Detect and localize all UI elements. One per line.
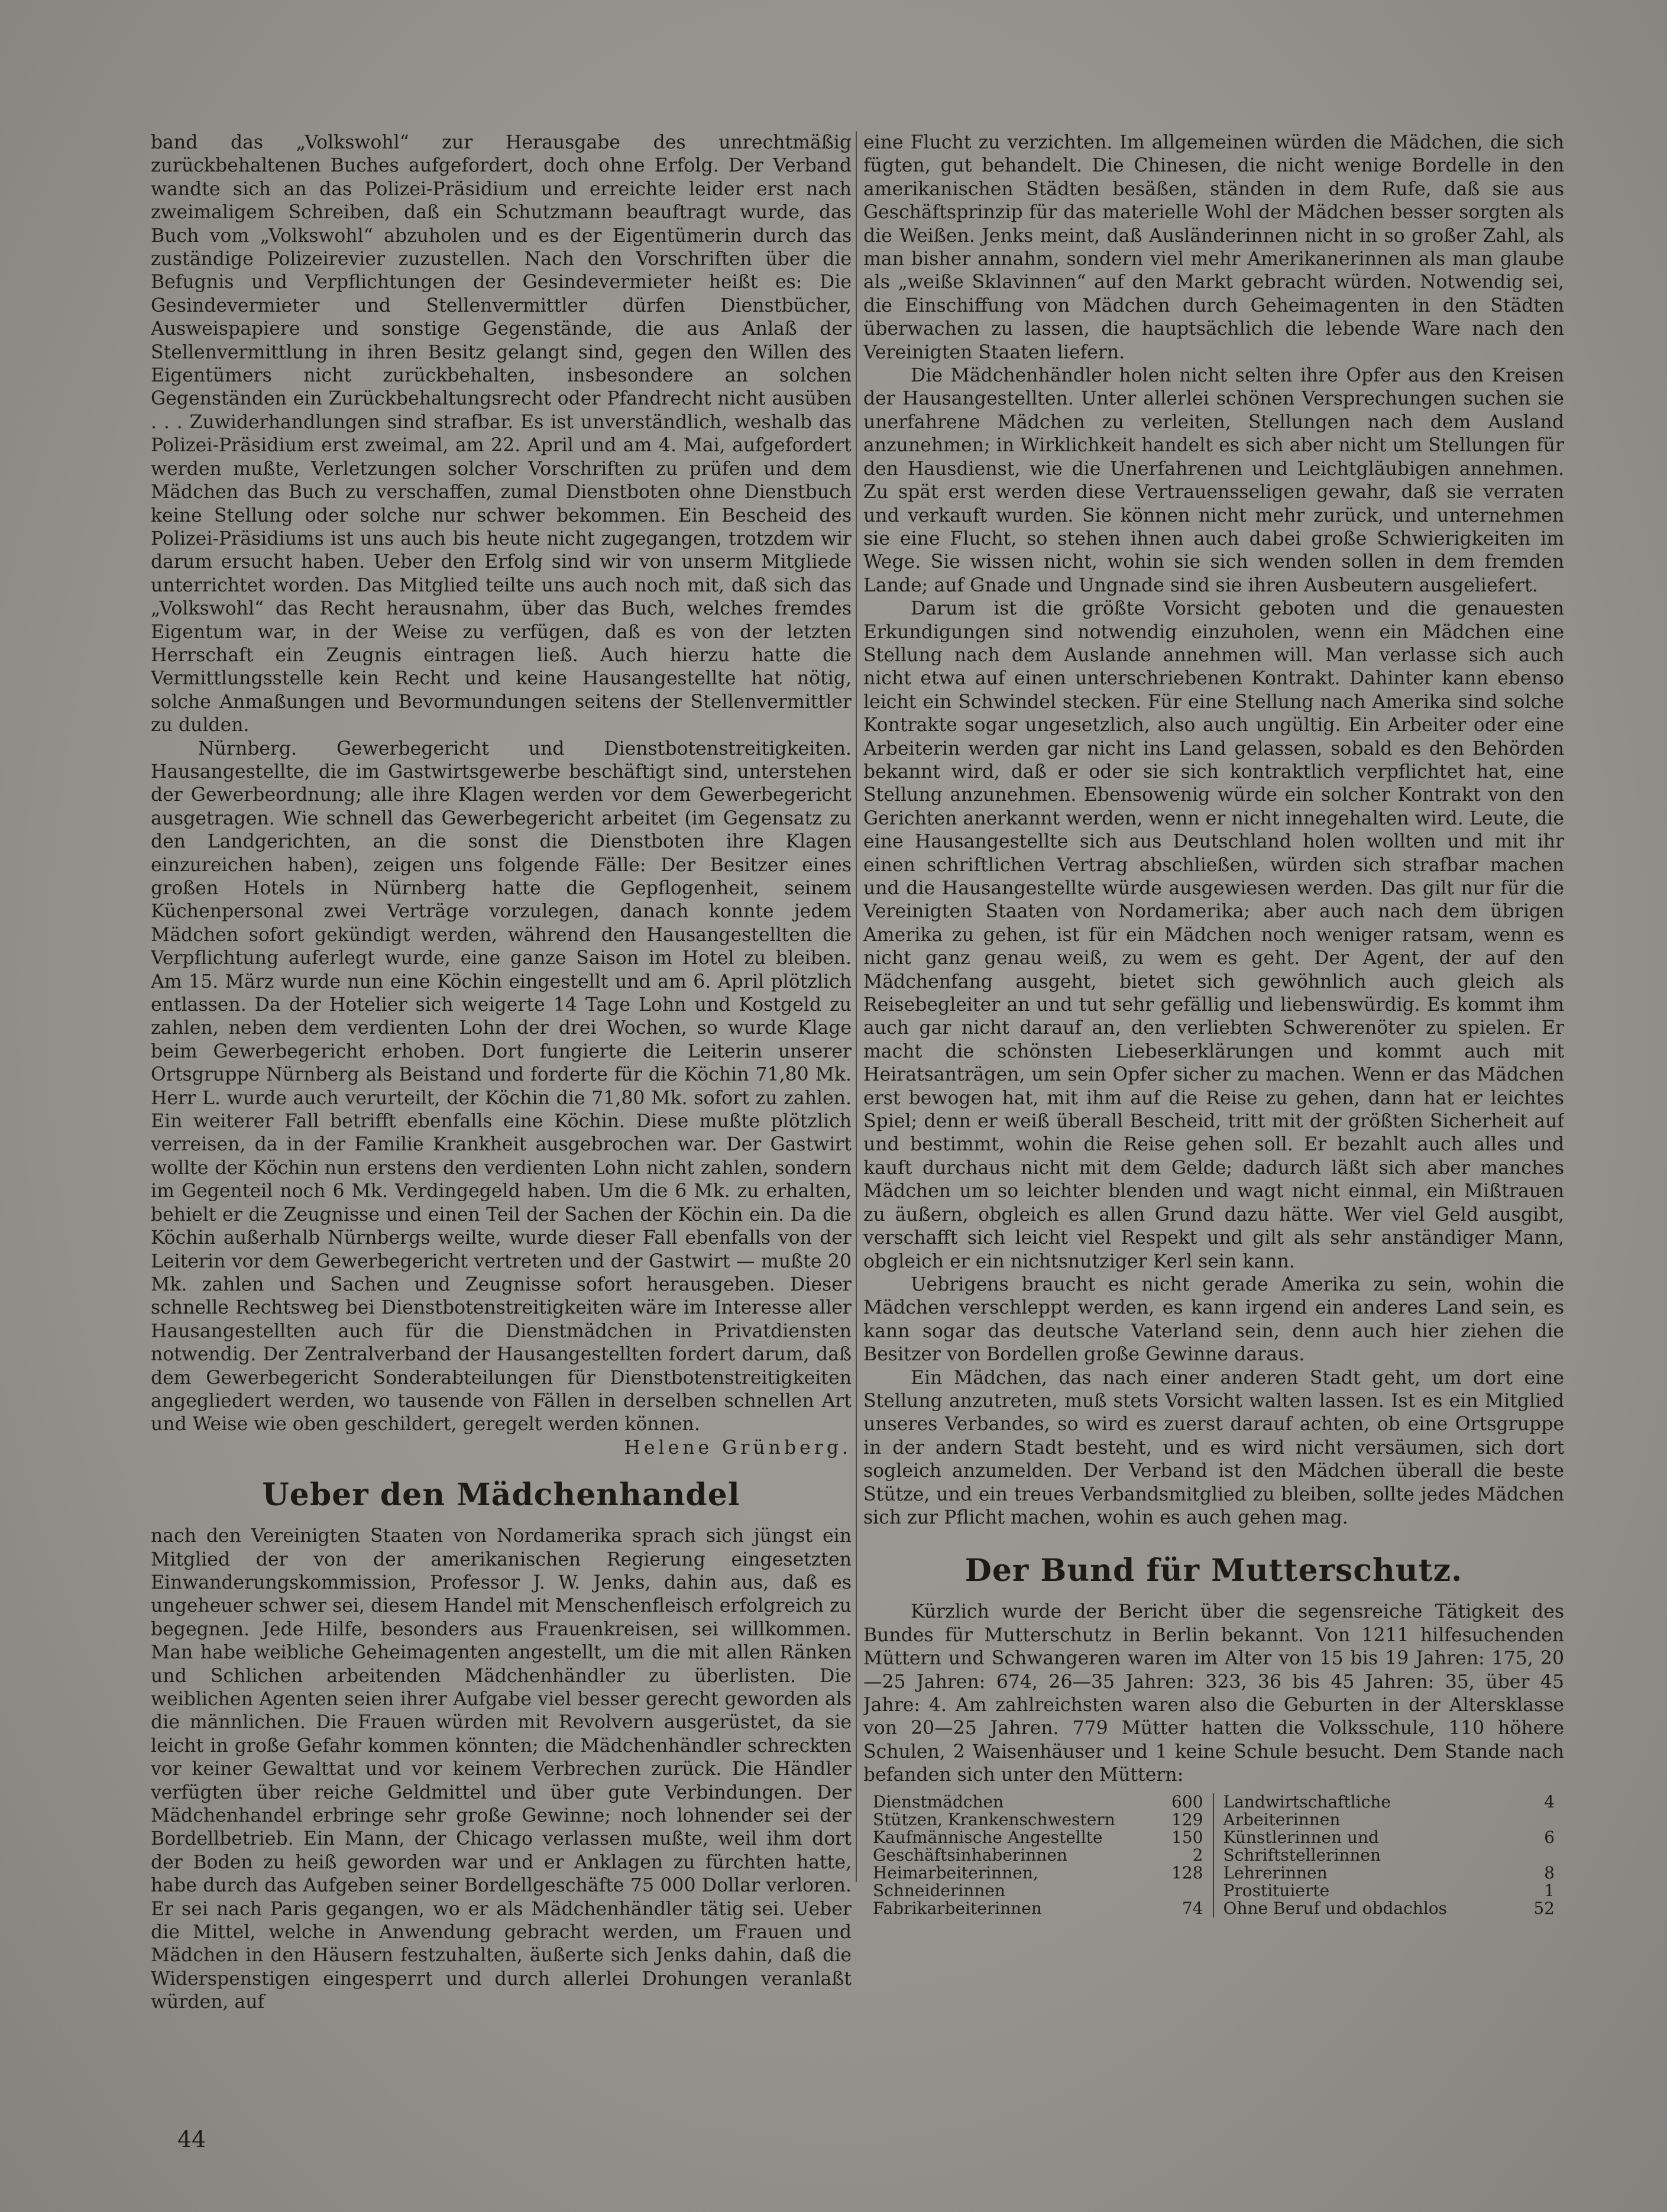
statistics-table — [863, 1793, 1564, 1917]
article-paragraph: band das „Volkswohl“ zur Herausgabe des unrechtmäßig zurückbehaltenen Buches aufgefordert, doch ohne Erfolg. Der Verband wandte sich an das Polizei-Präsidium und erreichte leider erst nach zweimaligem Schreiben, daß ein Schutzmann beauftragt wurde, das Buch vom „Volkswohl“ abzuholen und es der Eigentümerin durch das zuständige Polizeirevier zuzustellen. Nach den Vorschriften über die Befugnis und Verpflichtungen der Gesindevermieter heißt es: Die Gesindevermieter und Stellenvermittler dürfen Dienstbücher, Ausweispapiere und sonstige Gegenstände, die aus Anlaß der Stellenvermittlung in ihren Besitz gelangt sind, gegen den Willen des Eigentümers nicht zurückbehalten, insbesondere an solchen Gegenständen ein Zurückbehaltungsrecht oder Pfandrecht nicht ausüben . . . Zuwiderhandlungen sind strafbar. Es ist unverständlich, weshalb das Polizei-Präsidium erst zweimal, am 22. April und am 4. Mai, aufgefordert werden mußte, Verletzungen solcher Vorschriften zu prüfen und dem Mädchen das Buch zu verschaffen, zumal Dienstboten ohne Dienstbuch keine Stellung oder solche nur schwer bekommen. Ein Bescheid des Polizei-Präsidiums ist uns auch bis heute nicht zugegangen, trotzdem wir darum ersucht haben. Ueber den Erfolg sind wir von unserm Mitgliede unterrichtet worden. Das Mitglied teilte uns auch noch mit, daß sich das „Volkswohl“ das Recht herausnahm, über das Buch, welches fremdes Eigentum war, in der Weise zu verfügen, daß es von der letzten Herrschaft ein Zeugnis eintragen ließ. Auch hierzu hatte die Vermittlungsstelle kein Recht und keine Hausangestellte hat nötig, solche Anmaßungen und Bevormundungen seitens der Stellenvermittler zu dulden. — [151, 132, 852, 736]
article-paragraph: Ein Mädchen, das nach einer anderen Stadt geht, um dort eine Stellung anzutreten, muß stets Vorsicht walten lassen. Ist es ein Mitglied unseres Verbandes, so wird es zuerst darauf achten, ob eine Ortsgruppe in der andern Stadt besteht, und es wird nicht versäumen, sich dort sogleich anzumelden. Der Verband ist den Mädchen überall die beste Stütze, und ein treues Verbandsmitglied zu bleiben, sollte jedes Mädchen sich zur Pflicht machen, wohin es auch gehen mag. — [863, 1367, 1564, 1528]
row-value: 1 — [1544, 1880, 1555, 1900]
row-value: 74 — [1182, 1898, 1203, 1918]
table-row — [873, 1793, 1203, 1811]
row-label: Künstlerinnen und Schriftstellerinnen — [1223, 1827, 1381, 1865]
table-row — [873, 1811, 1203, 1829]
table-row — [1223, 1829, 1555, 1864]
row-value: 2 — [1192, 1845, 1203, 1865]
row-label: Lehrerinnen — [1223, 1862, 1328, 1883]
right-column — [863, 131, 1564, 2100]
row-value: 150 — [1171, 1827, 1203, 1847]
row-label: Geschäftsinhaberinnen — [873, 1845, 1067, 1865]
row-value: 6 — [1544, 1827, 1555, 1847]
row-label: Landwirtschaftliche Arbeiterinnen — [1223, 1791, 1391, 1829]
row-value: 8 — [1544, 1862, 1555, 1883]
row-value: 52 — [1533, 1898, 1555, 1918]
article-paragraph: eine Flucht zu verzichten. Im allgemeinen würden die Mädchen, die sich fügten, gut behandelt. Die Chinesen, die nicht wenige Bordelle in den amerikanischen Städten besäßen, ständen in dem Rufe, daß sie aus Geschäftsprinzip für das materielle Wohl der Mädchen besser sorgten als die Weißen. Jenks meint, daß Ausländerinnen nicht in so großer Zahl, als man bisher annahm, sondern viel mehr Amerikanerinnen als man glaube als „weiße Sklavinnen“ auf den Markt gebracht würden. Notwendig sei, die Einschiffung von Mädchen durch Geheimagenten in den Städten überwachen zu lassen, die hauptsächlich die lebende Ware nach den Vereinigten Staaten liefern. — [863, 132, 1564, 363]
table-row — [1223, 1864, 1555, 1882]
section-heading: Ueber den Mädchenhandel — [262, 1477, 740, 1514]
row-label: Stützen, Krankenschwestern — [873, 1809, 1115, 1829]
article-paragraph: Die Mädchenhändler holen nicht selten ihre Opfer aus den Kreisen der Hausangestellten. Unter allerlei schönen Versprechungen suchen sie unerfahrene Mädchen zu verleiten, Stellungen nach dem Ausland anzunehmen; in Wirklichkeit handelt es sich aber nicht um Stellungen für den Hausdienst, wie die Unerfahrenen und Leichtgläubigen annehmen. Zu spät erst werden diese Vertrauensseligen gewahr, daß sie verraten und verkauft wurden. Sie können nicht mehr zurück, und unternehmen sie eine Flucht, so stehen ihnen auch dabei große Schwierigkeiten im Wege. Sie wissen nicht, wohin sie sich wenden sollen in dem fremden Lande; auf Gnade und Ungnade sind sie ihren Ausbeutern ausgeliefert. — [863, 365, 1564, 596]
table-row — [1223, 1793, 1555, 1829]
left-column — [151, 131, 852, 2100]
row-label: Kaufmännische Angestellte — [873, 1827, 1103, 1847]
page-number: 44 — [177, 2126, 206, 2152]
table-left-column — [863, 1793, 1214, 1917]
row-label: Dienstmädchen — [873, 1791, 1004, 1812]
article-paragraph: Nürnberg. Gewerbegericht und Dienstbotenstreitigkeiten. Hausangestellte, die im Gastwirtsgewerbe beschäftigt sind, unterstehen der Gewerbeordnung; alle ihre Klagen werden vor dem Gewerbegericht ausgetragen. Wie schnell das Gewerbegericht arbeitet (im Gegensatz zu den Landgerichten, an die sonst die Dienstboten ihre Klagen einzureichen haben), zeigen uns folgende Fälle: Der Besitzer eines großen Hotels in Nürnberg hatte die Gepflogenheit, seinem Küchenpersonal zwei Verträge vorzulegen, danach konnte jedem Mädchen sofort gekündigt werden, während den Hausangestellten die Verpflichtung auferlegt wurde, eine ganze Saison im Hotel zu bleiben. Am 15. März wurde nun eine Köchin eingestellt und am 6. April plötzlich entlassen. Da der Hotelier sich weigerte 14 Tage Lohn und Kostgeld zu zahlen, neben dem verdienten Lohn der drei Wochen, so wurde Klage beim Gewerbegericht erhoben. Dort fungierte die Leiterin unserer Ortsgruppe Nürnberg als Beistand und forderte für die Köchin 71,80 Mk. Herr L. wurde auch verurteilt, der Köchin die 71,80 Mk. sofort zu zahlen. Ein weiterer Fall betrifft ebenfalls eine Köchin. Diese mußte plötzlich verreisen, da in der Familie Krankheit ausgebrochen war. Der Gastwirt wollte der Köchin nun erstens den verdienten Lohn nicht zahlen, sondern im Gegenteil noch 6 Mk. Verdingegeld haben. Um die 6 Mk. zu erhalten, behielt er die Zeugnisse und einen Teil der Sachen der Köchin ein. Da die Köchin außerhalb Nürnbergs weilte, wurde dieser Fall ebenfalls von der Leiterin vor dem Gewerbegericht vertreten und der Gastwirt — mußte 20 Mk. zahlen und Sachen und Zeugnisse sofort herausgeben. Dieser schnelle Rechtsweg bei Dienstbotenstreitigkeiten wäre im Interesse aller Hausangestellten auch für die Dienstmädchen in Privatdiensten notwendig. Der Zentralverband der Hausangestellten fordert darum, daß dem Gewerbegericht Sonderabteilungen für Dienstbotenstreitigkeiten angegliedert werden, wo tausende von Fällen in derselben schnellen Art und Weise wie oben geschildert, geregelt werden können. — [151, 738, 852, 1435]
row-value: 128 — [1171, 1862, 1203, 1883]
signature-line — [151, 1437, 852, 1460]
column-divider — [856, 131, 857, 1882]
article-paragraph: Uebrigens braucht es nicht gerade Amerika zu sein, wohin die Mädchen verschleppt werden, es kann irgend ein anderes Land sein, es kann sogar das deutsche Vaterland sein, denn auch hier ziehen die Besitzer von Bordellen große Gewinne daraus. — [863, 1273, 1564, 1366]
table-row — [873, 1829, 1203, 1846]
row-label: Ohne Beruf und obdachlos — [1223, 1898, 1448, 1918]
article-paragraph: Darum ist die größte Vorsicht geboten und die genauesten Erkundigungen sind notwendig einzuholen, wenn ein Mädchen eine Stellung nach dem Auslande annehmen will. Man verlasse sich auch nicht etwa auf einen unterschriebenen Kontrakt. Dahinter kann ebenso leicht ein Schwindel stecken. Für eine Stellung nach Amerika sind solche Kontrakte sogar ungesetzlich, also auch ungültig. Ein Arbeiter oder eine Arbeiterin werden gar nicht ins Land gelassen, sobald es den Behörden bekannt wird, daß er oder sie sich kontraktlich verpflichtet hat, eine Stellung anzunehmen. Ebensowenig würde ein solcher Kontrakt von den Gerichten anerkannt werden, wenn er nicht innegehalten wird. Leute, die eine Hausangestellte sich aus Deutschland holen wollten und mit ihr einen schriftlichen Vertrag abschließen, würden sich strafbar machen und die Hausangestellte würde ausgewiesen werden. Das gilt nur für die Vereinigten Staaten von Nordamerika; aber auch nach dem übrigen Amerika zu gehen, ist für ein Mädchen noch weniger ratsam, wenn es nicht ganz genau weiß, zu wem es geht. Der Agent, der auf den Mädchenfang ausgeht, bietet sich gewöhnlich auch gleich als Reisebegleiter an und tut sehr gefällig und liebenswürdig. Es kommt ihm auch gar nicht darauf an, den verliebten Schwerenöter zu spielen. Er macht die schönsten Liebeserklärungen und kommt auch mit Heiratsanträgen, um sein Opfer sicher zu machen. Wenn er das Mädchen erst bewogen hat, mit ihm auf die Reise zu gehen, dann hat er leichtes Spiel; denn er weiß überall Bescheid, tritt mit der größten Sicherheit auf und bestimmt, wohin die Reise gehen soll. Er bezahlt auch alles und kauft durchaus nicht mit dem Gelde; dadurch läßt sich aber manches Mädchen um so leichter blenden und wagt nicht einmal, ein Mißtrauen zu äußern, obgleich es allen Grund dazu hätte. Wer viel Geld ausgibt, verschafft sich leicht viel Respekt und gilt als sehr anständiger Mann, obgleich er ein nichtsnutziger Kerl sein kann. — [863, 598, 1564, 1272]
table-row — [1223, 1900, 1555, 1917]
table-row — [873, 1864, 1203, 1900]
section-heading: Der Bund für Mutterschutz. — [964, 1553, 1463, 1589]
table-row — [873, 1900, 1203, 1917]
row-label: Fabrikarbeiterinnen — [873, 1898, 1042, 1918]
row-label: Heimarbeiterinnen, Schneiderinnen — [873, 1862, 1038, 1900]
author-signature: Helene Grünberg. — [624, 1437, 852, 1459]
article-paragraph: nach den Vereinigten Staaten von Nordamerika sprach sich jüngst ein Mitglied der von der amerikanischen Regierung eingesetzten Einwanderungskommission, Professor J. W. Jenks, dahin aus, daß es ungeheuer schwer sei, diesem Handel mit Menschenfleisch erfolgreich zu begegnen. Jede Hilfe, besonders aus Frauenkreisen, sei willkommen. Man habe weibliche Geheimagenten angestellt, um die mit allen Ränken und Schlichen arbeitenden Mädchenhändler zu überlisten. Die weiblichen Agenten seien ihrer Aufgabe viel besser gerecht geworden als die männlichen. Die Frauen würden mit Revolvern ausgerüstet, da sie leicht in große Gefahr kommen könnten; die Mädchenhändler schreckten vor keiner Gewalttat und vor keinem Verbrechen zurück. Die Händler verfügten über reiche Geldmittel und über gute Verbindungen. Der Mädchenhandel erbringe sehr große Gewinne; noch lohnender sei der Bordellbetrieb. Ein Mann, der Chicago verlassen mußte, weil ihm dort der Boden zu heiß geworden war und er Anklagen zu fürchten hatte, habe durch das Aufgeben seiner Bordellgeschäfte 75 000 Dollar verloren. Er sei nach Paris gegangen, wo er als Mädchenhändler tätig sei. Ueber die Mittel, welche in Anwendung gebracht werden, um Frauen und Mädchen in den Häusern festzuhalten, äußerte sich Jenks dahin, daß die Widerspenstigen eingesperrt und durch allerlei Drohungen veranlaßt würden, auf — [151, 1525, 852, 2013]
table-row — [1223, 1882, 1555, 1900]
article-paragraph: Kürzlich wurde der Bericht über die segensreiche Tätigkeit des Bundes für Mutterschutz in Berlin bekannt. Von 1211 hilfesuchenden Müttern und Schwangeren waren im Alter von 15 bis 19 Jahren: 175, 20—25 Jahren: 674, 26—35 Jahren: 323, 36 bis 45 Jahren: 35, über 45 Jahre: 4. Am zahlreichsten waren also die Geburten in der Altersklasse von 20—25 Jahren. 779 Mütter hatten die Volksschule, 110 höhere Schulen, 2 Waisenhäuser und 1 keine Schule besucht. Dem Stande nach befanden sich unter den Müttern: — [863, 1601, 1564, 1786]
row-value: 600 — [1171, 1791, 1203, 1812]
table-right-column — [1214, 1793, 1565, 1917]
row-value: 4 — [1544, 1791, 1555, 1812]
row-label: Prostituierte — [1223, 1880, 1330, 1900]
table-row — [873, 1846, 1203, 1864]
row-value: 129 — [1171, 1809, 1203, 1829]
